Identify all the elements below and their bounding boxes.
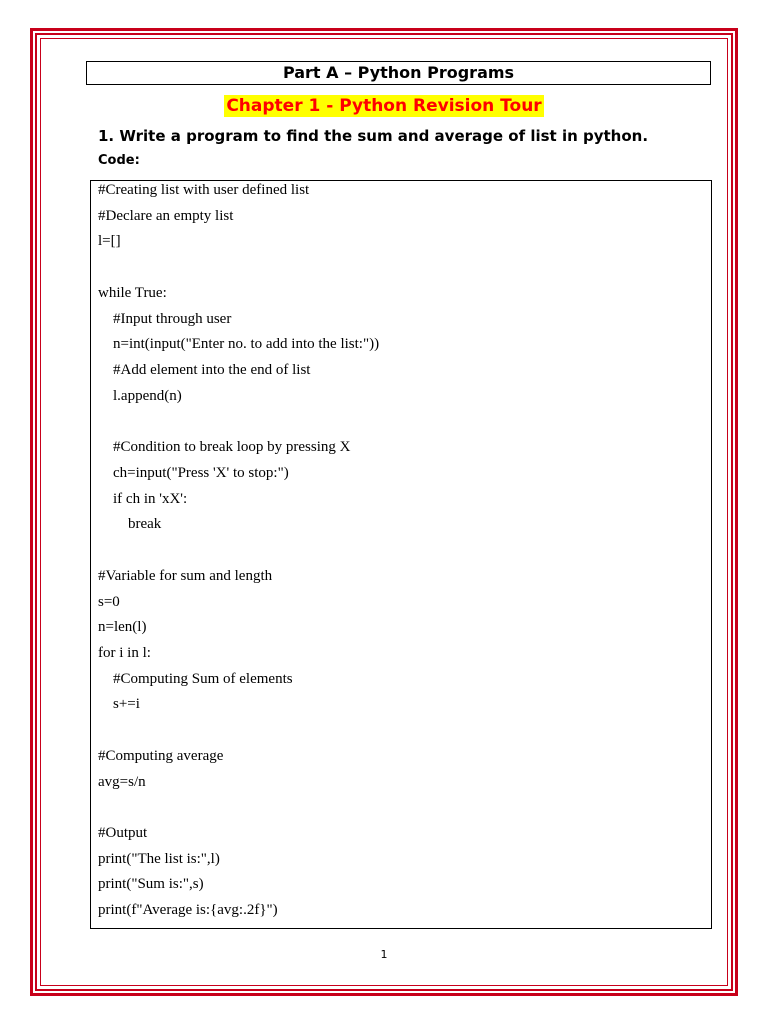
code-line: ch=input("Press 'X' to stop:") (98, 465, 289, 481)
code-line: l.append(n) (98, 388, 182, 404)
code-line: #Computing average (98, 748, 224, 764)
code-line: #Variable for sum and length (98, 568, 273, 584)
code-line: while True: (98, 285, 167, 301)
code-block (90, 180, 712, 929)
code-line: print("The list is:",l) (98, 851, 220, 867)
page-number: 1 (380, 948, 388, 961)
code-line: s+=i (98, 696, 140, 712)
code-line: print("Sum is:",s) (98, 876, 204, 892)
part-title: Part A – Python Programs (86, 61, 711, 85)
chapter-heading (0, 95, 768, 117)
code-line: avg=s/n (98, 774, 146, 790)
code-label: Code: (98, 153, 140, 168)
code-line: #Declare an empty list (98, 208, 234, 224)
code-line: for i in l: (98, 645, 151, 661)
code-line: #Condition to break loop by pressing X (98, 439, 351, 455)
code-line: break (98, 516, 162, 532)
code-line: #Add element into the end of list (98, 362, 311, 378)
code-line: print(f"Average is:{avg:.2f}") (98, 902, 278, 918)
chapter-title: Chapter 1 - Python Revision Tour (226, 96, 542, 116)
code-line: n=len(l) (98, 619, 147, 635)
code-line: #Input through user (98, 311, 232, 327)
code-line: if ch in 'xX': (98, 491, 188, 507)
code-line: n=int(input("Enter no. to add into the list:")) (98, 336, 380, 352)
code-line: #Computing Sum of elements (98, 671, 293, 687)
code-line: l=[] (98, 233, 121, 249)
question-text: 1. Write a program to find the sum and average of list in python. (98, 127, 649, 145)
code-line: #Creating list with user defined list (98, 182, 310, 198)
code-line: s=0 (98, 594, 120, 610)
code-line: #Output (98, 825, 148, 841)
